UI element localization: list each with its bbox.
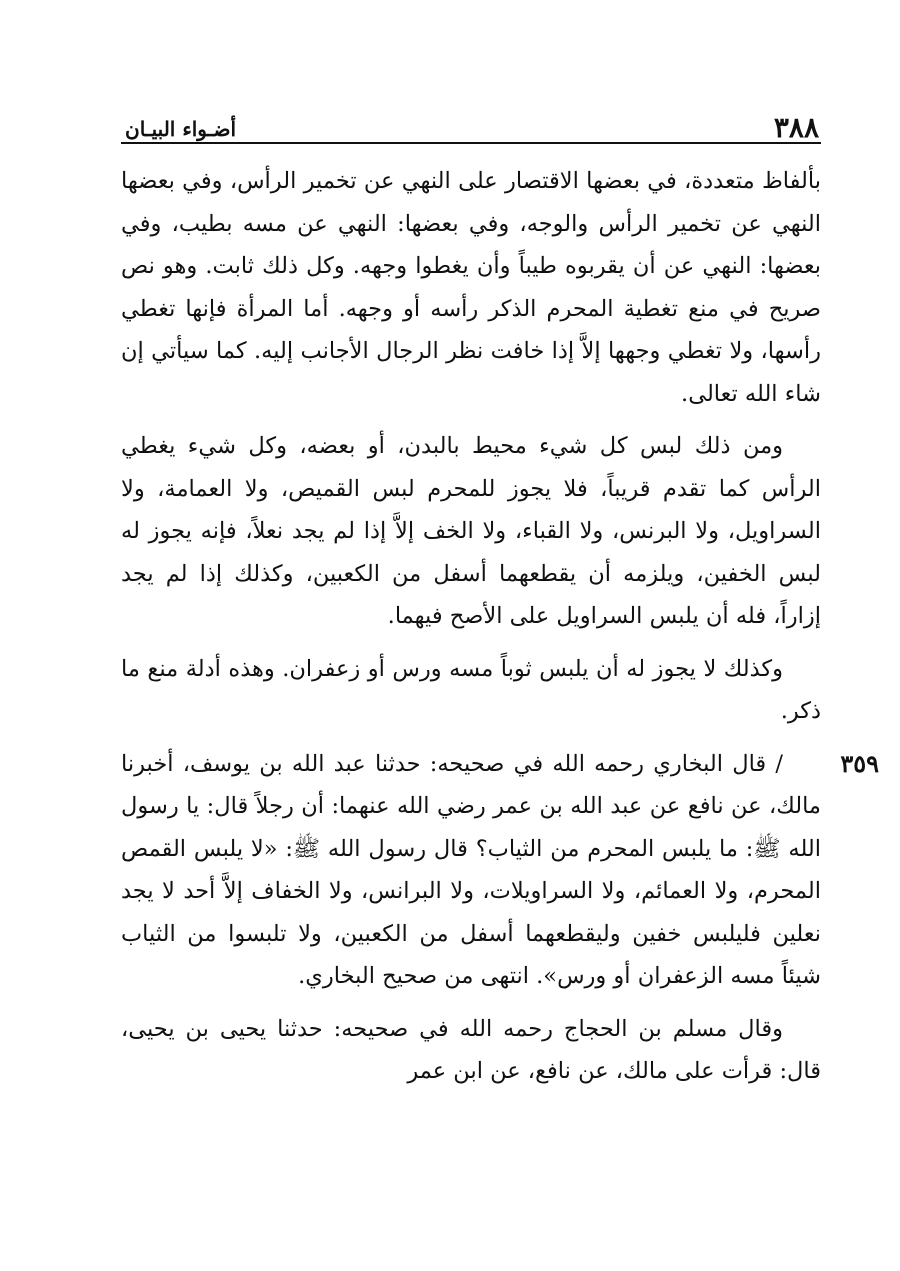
page-header	[121, 108, 821, 144]
paragraph-5: وقال مسلم بن الحجاج رحمه الله في صحيحه: حدثنا يحيى بن يحيى، قال: قرأت على مالك، عن نافع، عن ابن عمر	[121, 1015, 821, 1084]
paragraph-1: بألفاظ متعددة، في بعضها الاقتصار على النهي عن تخمير الرأس، وفي بعضها النهي عن تخمير الرأس والوجه، وفي بعضها: النهي عن مسه بطيب، وفي بعضها: النهي عن أن يقربوه طيباً وأن يغطوا وجهه. وكل ذلك ثابت. وهو نص صريح في منع تغطية المحرم الذكر رأسه أو وجهه. أما المرأة فإنها تغطي رأسها، ولا تغطي وجهها إلاَّ إذا خافت نظر الرجال الأجانب إليه. كما سيأتي إن شاء الله تعالى.	[121, 168, 821, 407]
margin-number: ٣٥٩	[840, 748, 879, 778]
book-page	[121, 108, 879, 1103]
paragraph-2: ومن ذلك لبس كل شيء محيط بالبدن، أو بعضه، وكل شيء يغطي الرأس كما تقدم قريباً، فلا يجوز للمحرم لبس القميص، ولا العمامة، ولا السراويل، ولا البرنس، ولا القباء، ولا الخف إلاَّ إذا لم يجد نعلاً، فإنه يجوز له لبس الخفين، ويلزمه أن يقطعهما أسفل من الكعبين، وكذلك إذا لم يجد إزاراً، فله أن يلبس السراويل على الأصح فيهما.	[121, 433, 821, 629]
page-number: ٣٨٨	[773, 111, 819, 144]
numbered-section	[121, 743, 879, 998]
paragraph-3: وكذلك لا يجوز له أن يلبس ثوباً مسه ورس أو زعفران. وهذه أدلة منع ما ذكر.	[121, 655, 821, 724]
paragraph-4: / قال البخاري رحمه الله في صحيحه: حدثنا عبد الله بن يوسف، أخبرنا مالك، عن نافع عن عبد الله بن عمر رضي الله عنهما: أن رجلاً قال: يا رسول الله ﷺ: ما يلبس المحرم من الثياب؟ قال رسول الله ﷺ: «لا يلبس القمص المحرم، ولا العمائم، ولا السراويلات، ولا البرانس، ولا الخفاف إلاَّ أحد لا يجد نعلين فليلبس خفين وليقطعهما أسفل من الكعبين، ولا تلبسوا من الثياب شيئاً مسه الزعفران أو ورس». انتهى من صحيح البخاري.	[121, 750, 821, 989]
page-body	[121, 160, 879, 1093]
running-title: أضـواء البيـان	[125, 117, 237, 141]
